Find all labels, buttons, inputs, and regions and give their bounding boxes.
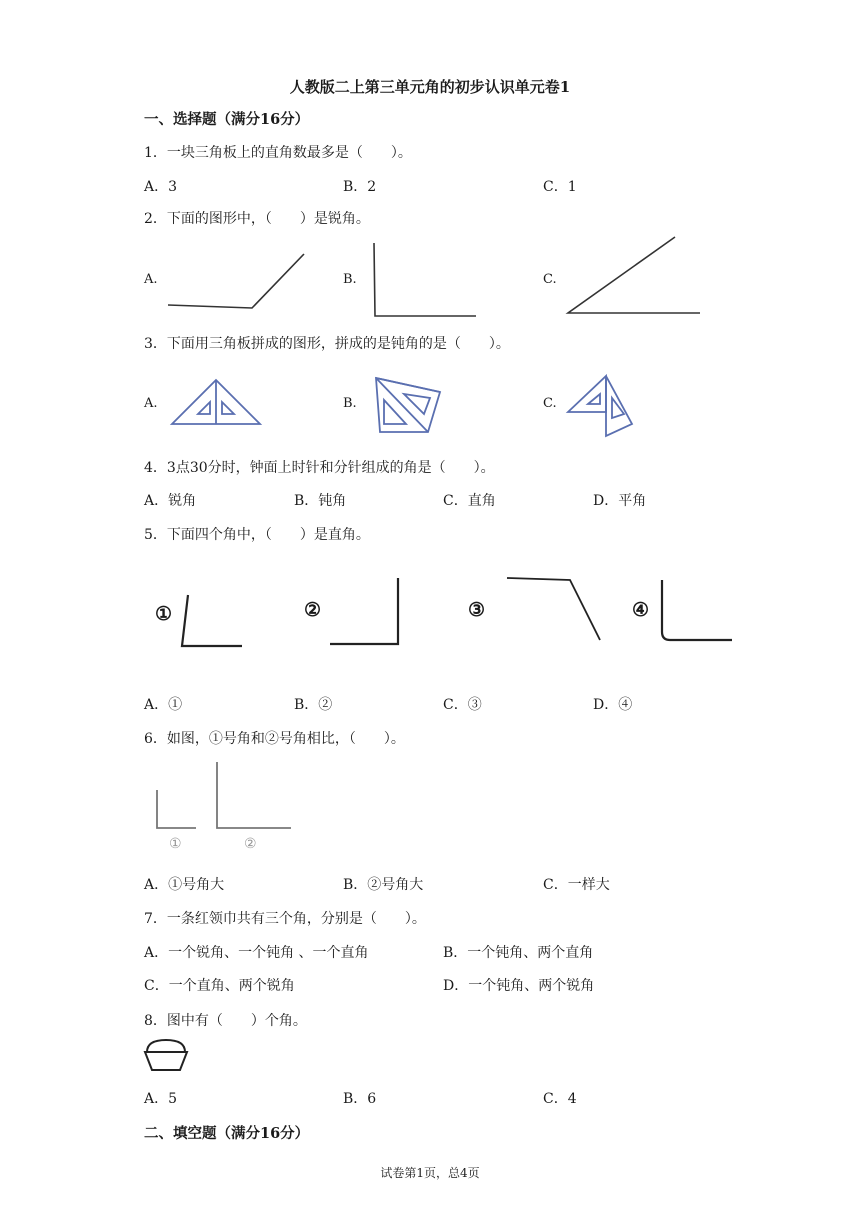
q6-option-b[interactable]: B．②号角大 (343, 877, 424, 893)
q2-label-b[interactable]: B. (343, 272, 357, 287)
q4-option-a[interactable]: A．锐角 (144, 493, 197, 509)
q5-option-a[interactable]: A．① (144, 697, 183, 713)
q1-option-a[interactable]: A．3 (144, 179, 178, 195)
q5-figure-label-2: ② (304, 599, 322, 621)
q7-option-a[interactable]: A．一个锐角、一个钝角 、一个直角 (144, 945, 369, 961)
q4-option-d[interactable]: D．平角 (593, 493, 647, 509)
q1-option-c[interactable]: C．1 (543, 179, 577, 195)
q5-figure-label-4: ④ (632, 599, 650, 621)
q6-figure-label-2: ② (244, 836, 257, 852)
question-8-stem: 8．图中有（ ）个角。 (144, 1013, 307, 1029)
q5-figure-label-1: ① (155, 603, 173, 625)
q5-option-b[interactable]: B．② (294, 697, 333, 713)
section-heading-choice: 一、选择题（满分16分） (144, 111, 310, 128)
q6-option-c[interactable]: C．一样大 (543, 877, 610, 893)
q8-option-b[interactable]: B．6 (343, 1091, 377, 1107)
q5-option-d[interactable]: D．④ (593, 697, 633, 713)
q2-label-a[interactable]: A. (144, 272, 158, 287)
question-3-stem: 3．下面用三角板拼成的图形，拼成的是钝角的是（ ）。 (144, 336, 510, 352)
q3-label-b[interactable]: B. (343, 396, 357, 411)
q6-option-a[interactable]: A．①号角大 (144, 877, 225, 893)
q6-figure-label-1: ① (169, 836, 182, 852)
question-5-stem: 5．下面四个角中，（ ）是直角。 (144, 527, 370, 543)
page-title: 人教版二上第三单元角的初步认识单元卷1 (289, 78, 571, 96)
q1-option-b[interactable]: B．2 (343, 179, 377, 195)
q4-option-c[interactable]: C．直角 (443, 493, 496, 509)
page-footer: 试卷第1页，总4页 (380, 1166, 480, 1180)
question-6-stem: 6．如图，①号角和②号角相比，（ ）。 (144, 731, 405, 747)
q5-figure-label-3: ③ (468, 599, 486, 621)
section-heading-fill-blank: 二、填空题（满分16分） (144, 1125, 310, 1142)
q3-label-c[interactable]: C. (543, 396, 557, 411)
q4-option-b[interactable]: B．钝角 (294, 493, 347, 509)
q8-option-a[interactable]: A．5 (144, 1091, 178, 1107)
q2-label-c[interactable]: C. (543, 272, 557, 287)
question-7-stem: 7．一条红领巾共有三个角，分别是（ ）。 (144, 911, 426, 927)
q8-option-c[interactable]: C．4 (543, 1091, 577, 1107)
q7-option-d[interactable]: D．一个钝角、两个锐角 (443, 978, 595, 994)
q7-option-b[interactable]: B．一个钝角、两个直角 (443, 945, 594, 961)
question-2-stem: 2．下面的图形中，（ ）是锐角。 (144, 211, 370, 227)
q7-option-c[interactable]: C．一个直角、两个锐角 (144, 978, 295, 994)
question-1-stem: 1．一块三角板上的直角数最多是（ ）。 (144, 145, 412, 161)
question-4-stem: 4．3点30分时，钟面上时针和分针组成的角是（ ）。 (144, 460, 495, 476)
q5-option-c[interactable]: C．③ (443, 697, 482, 713)
q3-label-a[interactable]: A. (144, 396, 158, 411)
